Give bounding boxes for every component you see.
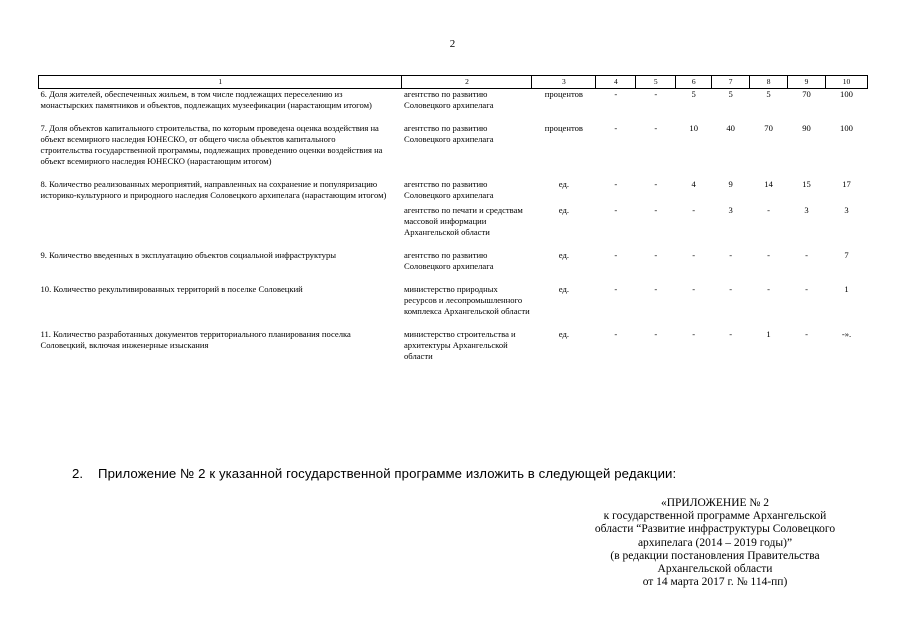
indicator-executor: министерство природных ресурсов и лесопромышленного комплекса Архангельской области bbox=[403, 284, 530, 316]
indicator-value: 100 bbox=[840, 123, 853, 133]
indicator-value: - bbox=[614, 205, 618, 215]
header-cell: 10 bbox=[825, 76, 867, 89]
appendix-line: «ПРИЛОЖЕНИЕ № 2 bbox=[660, 497, 769, 509]
header-cell: 4 bbox=[596, 76, 636, 89]
table-row bbox=[39, 179, 868, 205]
indicator-name: 7. Доля объектов капитального строительства, по которым проведена оценка воздействия на объект всемирного наследия ЮНЕСКО, от общего числа объектов капитального строительства государственной программы, подлежащих проведению оценки воздействия на объект всемирного наследия ЮНЕСКО (нарастающим итогом) bbox=[40, 123, 383, 166]
indicator-name: 11. Количество разработанных документов территориального планирования поселка Соловецкий, включая инженерные изыскания bbox=[40, 329, 351, 350]
indicator-value: 3 bbox=[844, 205, 849, 215]
indicator-value: - bbox=[692, 250, 696, 260]
header-cell: 3 bbox=[532, 76, 596, 89]
indicator-name: 9. Количество введенных в эксплуатацию объектов социальной инфраструктуры bbox=[40, 250, 337, 260]
indicator-value: - bbox=[654, 329, 658, 339]
indicator-value: 3 bbox=[804, 205, 809, 215]
table-row bbox=[39, 205, 868, 250]
indicators-table bbox=[38, 75, 868, 374]
indicator-value: - bbox=[614, 329, 618, 339]
paragraph-2 bbox=[72, 466, 676, 481]
indicator-value: - bbox=[692, 329, 696, 339]
indicator-value: -». bbox=[841, 329, 852, 339]
table-row bbox=[39, 284, 868, 329]
indicator-executor: агентство по печати и средствам массовой информации Архангельской области bbox=[403, 205, 523, 237]
indicator-executor: министерство строительства и архитектуры Архангельской области bbox=[403, 329, 516, 361]
header-cell: 8 bbox=[750, 76, 788, 89]
table-header-row bbox=[39, 76, 868, 89]
paragraph-number: 2. bbox=[72, 466, 84, 481]
indicator-value: 70 bbox=[764, 123, 773, 133]
appendix-line: (в редакции постановления Правительства bbox=[610, 549, 820, 562]
indicator-unit: ед. bbox=[558, 329, 569, 339]
indicator-name: 6. Доля жителей, обеспеченных жильем, в том числе подлежащих переселению из монастырских памятников и объектов, подлежащих музеефикации (нарастающим итогом) bbox=[40, 89, 372, 110]
indicator-value: - bbox=[729, 250, 733, 260]
appendix-line: от 14 марта 2017 г. № 114-пп) bbox=[642, 576, 788, 589]
indicator-value: - bbox=[767, 205, 771, 215]
indicator-value: - bbox=[692, 205, 696, 215]
appendix-line: к государственной программе Архангельской bbox=[603, 510, 827, 523]
page-number: 2 bbox=[449, 38, 456, 50]
indicator-value: 4 bbox=[691, 179, 696, 189]
indicator-unit: ед. bbox=[558, 205, 569, 215]
indicator-value: - bbox=[805, 284, 808, 294]
table-row bbox=[39, 250, 868, 284]
indicator-value: 9 bbox=[728, 179, 733, 189]
indicator-value: - bbox=[654, 179, 658, 189]
indicator-value: - bbox=[805, 329, 808, 339]
indicator-value: - bbox=[614, 89, 618, 99]
appendix-line: Архангельской области bbox=[657, 563, 773, 576]
indicator-value: 15 bbox=[802, 179, 811, 189]
indicator-value: - bbox=[729, 284, 733, 294]
indicator-value: 1 bbox=[766, 329, 771, 339]
indicator-unit: процентов bbox=[544, 123, 583, 133]
indicator-value: 7 bbox=[844, 250, 849, 260]
indicator-value: - bbox=[614, 284, 618, 294]
paragraph-text: Приложение № 2 к указанной государственной программе изложить в следующей редакции: bbox=[98, 466, 677, 481]
indicator-value: - bbox=[805, 250, 808, 260]
indicator-value: - bbox=[614, 123, 618, 133]
appendix-heading bbox=[560, 497, 870, 589]
indicator-name: 8. Количество реализованных мероприятий, направленных на сохранение и популяризацию историко-культурного и природного наследия Соловецкого архипелага (нарастающим итогом) bbox=[40, 179, 387, 200]
indicator-value: - bbox=[654, 250, 658, 260]
indicator-value: 90 bbox=[802, 123, 811, 133]
indicator-name: 10. Количество рекультивированных территорий в поселке Соловецкий bbox=[40, 284, 303, 294]
indicator-value: 3 bbox=[728, 205, 733, 215]
indicator-value: 70 bbox=[802, 89, 811, 99]
indicator-executor: агентство по развитию Соловецкого архипелага bbox=[403, 89, 494, 110]
indicator-executor: агентство по развитию Соловецкого архипелага bbox=[403, 123, 494, 144]
indicator-value: - bbox=[614, 179, 618, 189]
indicator-name bbox=[39, 205, 402, 250]
header-cell: 9 bbox=[788, 76, 826, 89]
indicator-executor: агентство по развитию Соловецкого архипелага bbox=[403, 179, 494, 200]
indicator-value: 5 bbox=[728, 89, 733, 99]
header-cell: 1 bbox=[39, 76, 402, 89]
indicator-value: - bbox=[614, 250, 618, 260]
indicator-value: 100 bbox=[840, 89, 853, 99]
indicator-value: - bbox=[654, 284, 658, 294]
indicator-executor: агентство по развитию Соловецкого архипелага bbox=[403, 250, 494, 271]
indicator-value: - bbox=[654, 123, 658, 133]
indicator-value: - bbox=[767, 250, 771, 260]
indicator-unit: процентов bbox=[544, 89, 583, 99]
appendix-line: архипелага (2014 – 2019 годы)” bbox=[637, 536, 793, 549]
indicator-value: - bbox=[767, 284, 771, 294]
table-row bbox=[39, 89, 868, 124]
header-cell: 7 bbox=[712, 76, 750, 89]
indicator-value: 1 bbox=[844, 284, 849, 294]
indicator-value: - bbox=[654, 89, 658, 99]
indicator-value: 5 bbox=[766, 89, 771, 99]
indicator-value: 17 bbox=[842, 179, 851, 189]
indicator-unit: ед. bbox=[558, 179, 569, 189]
indicator-unit: ед. bbox=[558, 250, 569, 260]
appendix-line: области “Развитие инфраструктуры Соловецкого bbox=[594, 523, 836, 536]
header-cell: 5 bbox=[636, 76, 676, 89]
header-cell: 2 bbox=[402, 76, 532, 89]
indicator-unit: ед. bbox=[558, 284, 569, 294]
indicator-value: - bbox=[729, 329, 733, 339]
table-row bbox=[39, 123, 868, 179]
header-cell: 6 bbox=[676, 76, 712, 89]
table-row bbox=[39, 329, 868, 374]
indicator-value: - bbox=[692, 284, 696, 294]
indicator-value: 14 bbox=[764, 179, 773, 189]
indicator-value: 40 bbox=[726, 123, 735, 133]
indicator-value: - bbox=[654, 205, 658, 215]
indicator-value: 5 bbox=[691, 89, 696, 99]
indicator-value: 10 bbox=[689, 123, 698, 133]
